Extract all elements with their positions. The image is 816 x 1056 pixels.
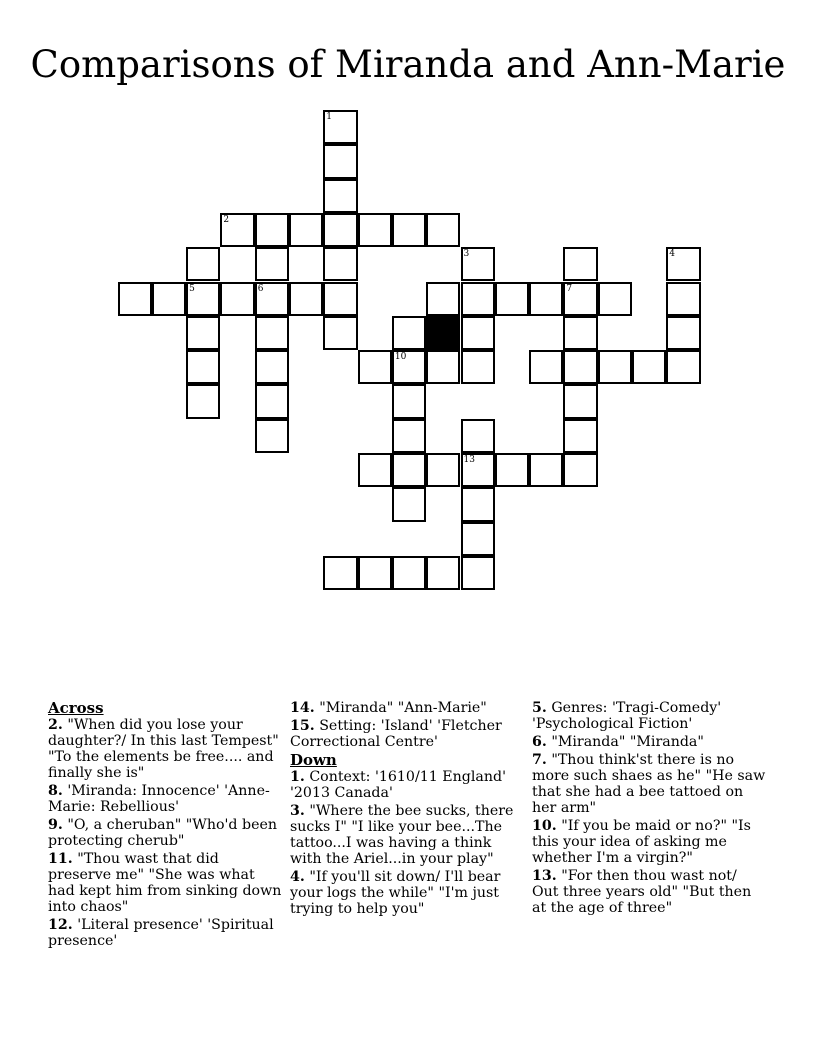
- clues-column-1: [48, 700, 283, 951]
- clue-number-label: 3.: [290, 803, 305, 819]
- clue-text: Genres: 'Tragi-Comedy' 'Psychological Fiction': [532, 700, 722, 732]
- grid-cell[interactable]: [118, 282, 152, 316]
- across-clues-list-cont: [290, 700, 525, 750]
- grid-cell[interactable]: [392, 487, 426, 521]
- clue-item: [290, 718, 525, 750]
- clue-item: [532, 752, 767, 816]
- clue-item: [532, 700, 767, 732]
- grid-cell[interactable]: [563, 247, 597, 281]
- puzzle-title: Comparisons of Miranda and Ann-Marie: [30, 43, 786, 86]
- clue-number-label: 5.: [532, 700, 547, 716]
- clue-text: "Miranda" "Ann-Marie": [314, 700, 487, 716]
- clue-text: "When did you lose your daughter?/ In this last Tempest" "To the elements be free.... and finally she is": [48, 717, 279, 781]
- grid-cell[interactable]: [563, 350, 597, 384]
- clue-item: [48, 783, 283, 815]
- clue-text: Context: '1610/11 England' '2013 Canada': [290, 769, 506, 801]
- grid-cell[interactable]: [461, 316, 495, 350]
- grid-cell[interactable]: [426, 453, 460, 487]
- grid-cell[interactable]: [461, 556, 495, 590]
- grid-cell[interactable]: [323, 556, 357, 590]
- clue-item: [532, 734, 767, 750]
- grid-cell[interactable]: [255, 282, 289, 316]
- clue-text: "Thou wast that did preserve me" "She was what had kept him from sinking down into chaos": [48, 851, 282, 915]
- clue-number: 5: [189, 283, 195, 294]
- grid-cell[interactable]: [186, 282, 220, 316]
- clue-number: 1: [326, 112, 333, 122]
- grid-cell[interactable]: [666, 316, 700, 350]
- grid-cell[interactable]: [323, 213, 357, 247]
- clue-text: "For then thou wast not/ Out three years old" "But then at the age of three": [532, 868, 752, 916]
- clue-number-label: 15.: [290, 718, 315, 734]
- grid-cell[interactable]: [495, 282, 529, 316]
- clue-item: [290, 803, 525, 867]
- grid-cell[interactable]: [255, 384, 289, 418]
- down-clues-list: [290, 769, 525, 917]
- grid-cell[interactable]: [392, 419, 426, 453]
- grid-cell[interactable]: [186, 316, 220, 350]
- grid-cell[interactable]: [289, 282, 323, 316]
- clue-number: 2: [223, 214, 230, 225]
- across-header: Across: [48, 699, 104, 717]
- clue-number: 3: [463, 249, 470, 260]
- grid-cell[interactable]: [426, 556, 460, 590]
- clue-number: 4: [669, 249, 676, 260]
- grid-cell[interactable]: [426, 350, 460, 384]
- grid-cell[interactable]: [323, 144, 357, 178]
- grid-cell[interactable]: [186, 384, 220, 418]
- grid-cell[interactable]: [255, 350, 289, 384]
- black-cell: [426, 316, 460, 350]
- clue-text: 'Miranda: Innocence' 'Anne-Marie: Rebellious': [48, 783, 270, 815]
- grid-cell[interactable]: [289, 213, 323, 247]
- grid-cell[interactable]: [255, 213, 289, 247]
- across-clues-list: [48, 717, 283, 949]
- clue-number-label: 6.: [532, 734, 547, 750]
- grid-cell[interactable]: [186, 350, 220, 384]
- grid-cell[interactable]: [598, 350, 632, 384]
- grid-cell[interactable]: [220, 282, 254, 316]
- grid-cell[interactable]: [426, 282, 460, 316]
- down-clues-list-cont: [532, 700, 767, 916]
- grid-cell[interactable]: [666, 282, 700, 316]
- clue-number-label: 2.: [48, 717, 63, 733]
- grid-cell[interactable]: [461, 350, 495, 384]
- clue-number-label: 10.: [532, 818, 557, 834]
- clue-item: [48, 717, 283, 781]
- clue-number-label: 1.: [290, 769, 305, 785]
- clue-number: 10: [394, 352, 407, 363]
- clue-text: 'Literal presence' 'Spiritual presence': [48, 917, 274, 949]
- grid-cell[interactable]: [323, 179, 357, 213]
- grid-cell[interactable]: [255, 247, 289, 281]
- grid-cell[interactable]: [426, 213, 460, 247]
- clue-text: "O, a cheruban" "Who'd been protecting cherub": [48, 817, 278, 849]
- clue-item: [532, 868, 767, 916]
- grid-cell[interactable]: [461, 419, 495, 453]
- clue-text: "If you be maid or no?" "Is this your idea of asking me whether I'm a virgin?": [532, 818, 751, 866]
- grid-cell[interactable]: [255, 419, 289, 453]
- clue-number-label: 11.: [48, 851, 73, 867]
- grid-cell[interactable]: [392, 384, 426, 418]
- grid-cell[interactable]: [563, 316, 597, 350]
- clue-number: 9: [429, 317, 435, 328]
- grid-cell[interactable]: [392, 213, 426, 247]
- grid-cell[interactable]: [255, 316, 289, 350]
- grid-cell[interactable]: [461, 247, 495, 281]
- clue-number-label: 4.: [290, 869, 305, 885]
- grid-cell[interactable]: [598, 282, 632, 316]
- grid-cell[interactable]: [392, 453, 426, 487]
- clue-number-label: 12.: [48, 917, 73, 933]
- clue-text: Setting: 'Island' 'Fletcher Correctional Centre': [290, 718, 502, 750]
- clue-item: [290, 700, 525, 716]
- grid-cell[interactable]: [563, 282, 597, 316]
- grid-cell[interactable]: [563, 384, 597, 418]
- grid-cell[interactable]: [323, 282, 357, 316]
- grid-cell[interactable]: [529, 453, 563, 487]
- clue-number: 13: [463, 455, 475, 465]
- clue-item: [48, 851, 283, 915]
- clue-number-label: 7.: [532, 752, 547, 768]
- grid-cell[interactable]: [529, 282, 563, 316]
- grid-cell[interactable]: [392, 316, 426, 350]
- grid-cell[interactable]: [392, 556, 426, 590]
- grid-cell[interactable]: [529, 350, 563, 384]
- grid-cell[interactable]: [358, 556, 392, 590]
- grid-cell[interactable]: [563, 453, 597, 487]
- clue-number-label: 8.: [48, 783, 63, 799]
- grid-cell[interactable]: [323, 316, 357, 350]
- down-header: Down: [290, 751, 337, 769]
- clue-number: 7: [566, 283, 573, 294]
- grid-cell[interactable]: [461, 487, 495, 521]
- clue-item: [48, 817, 283, 849]
- clues-column-2: [290, 700, 525, 919]
- clue-number: 6: [257, 283, 264, 294]
- clue-text: "Miranda" "Miranda": [546, 734, 704, 750]
- grid-cell[interactable]: [358, 213, 392, 247]
- clue-text: "If you'll sit down/ I'll bear your logs the while" "I'm just trying to help you": [290, 869, 501, 917]
- grid-cell[interactable]: [323, 247, 357, 281]
- grid-cell[interactable]: [323, 110, 357, 144]
- grid-cell[interactable]: [358, 453, 392, 487]
- grid-cell[interactable]: [666, 247, 700, 281]
- grid-cell[interactable]: [495, 453, 529, 487]
- grid-cell[interactable]: [461, 282, 495, 316]
- clue-number-label: 9.: [48, 817, 63, 833]
- grid-cell[interactable]: [392, 350, 426, 384]
- clues-column-3: [532, 700, 767, 918]
- grid-cell[interactable]: [358, 350, 392, 384]
- clue-text: "Where the bee sucks, there sucks I" "I like your bee...The tattoo...I was having a think with the Ariel...in your play": [290, 803, 514, 867]
- grid-cell[interactable]: [220, 213, 254, 247]
- grid-cell[interactable]: [632, 350, 666, 384]
- clue-number-label: 14.: [290, 700, 315, 716]
- clue-item: [48, 917, 283, 949]
- clue-text: "Thou think'st there is no more such shaes as he" "He saw that she had a bee tattoed on her arm": [532, 752, 766, 816]
- grid-cell[interactable]: [563, 419, 597, 453]
- clue-item: [532, 818, 767, 866]
- clue-number-label: 13.: [532, 868, 557, 884]
- grid-cell[interactable]: [666, 350, 700, 384]
- clue-item: [290, 869, 525, 917]
- grid-cell[interactable]: [152, 282, 186, 316]
- grid-cell[interactable]: [461, 522, 495, 556]
- grid-cell[interactable]: [461, 453, 495, 487]
- grid-cell[interactable]: [186, 247, 220, 281]
- clue-item: [290, 769, 525, 801]
